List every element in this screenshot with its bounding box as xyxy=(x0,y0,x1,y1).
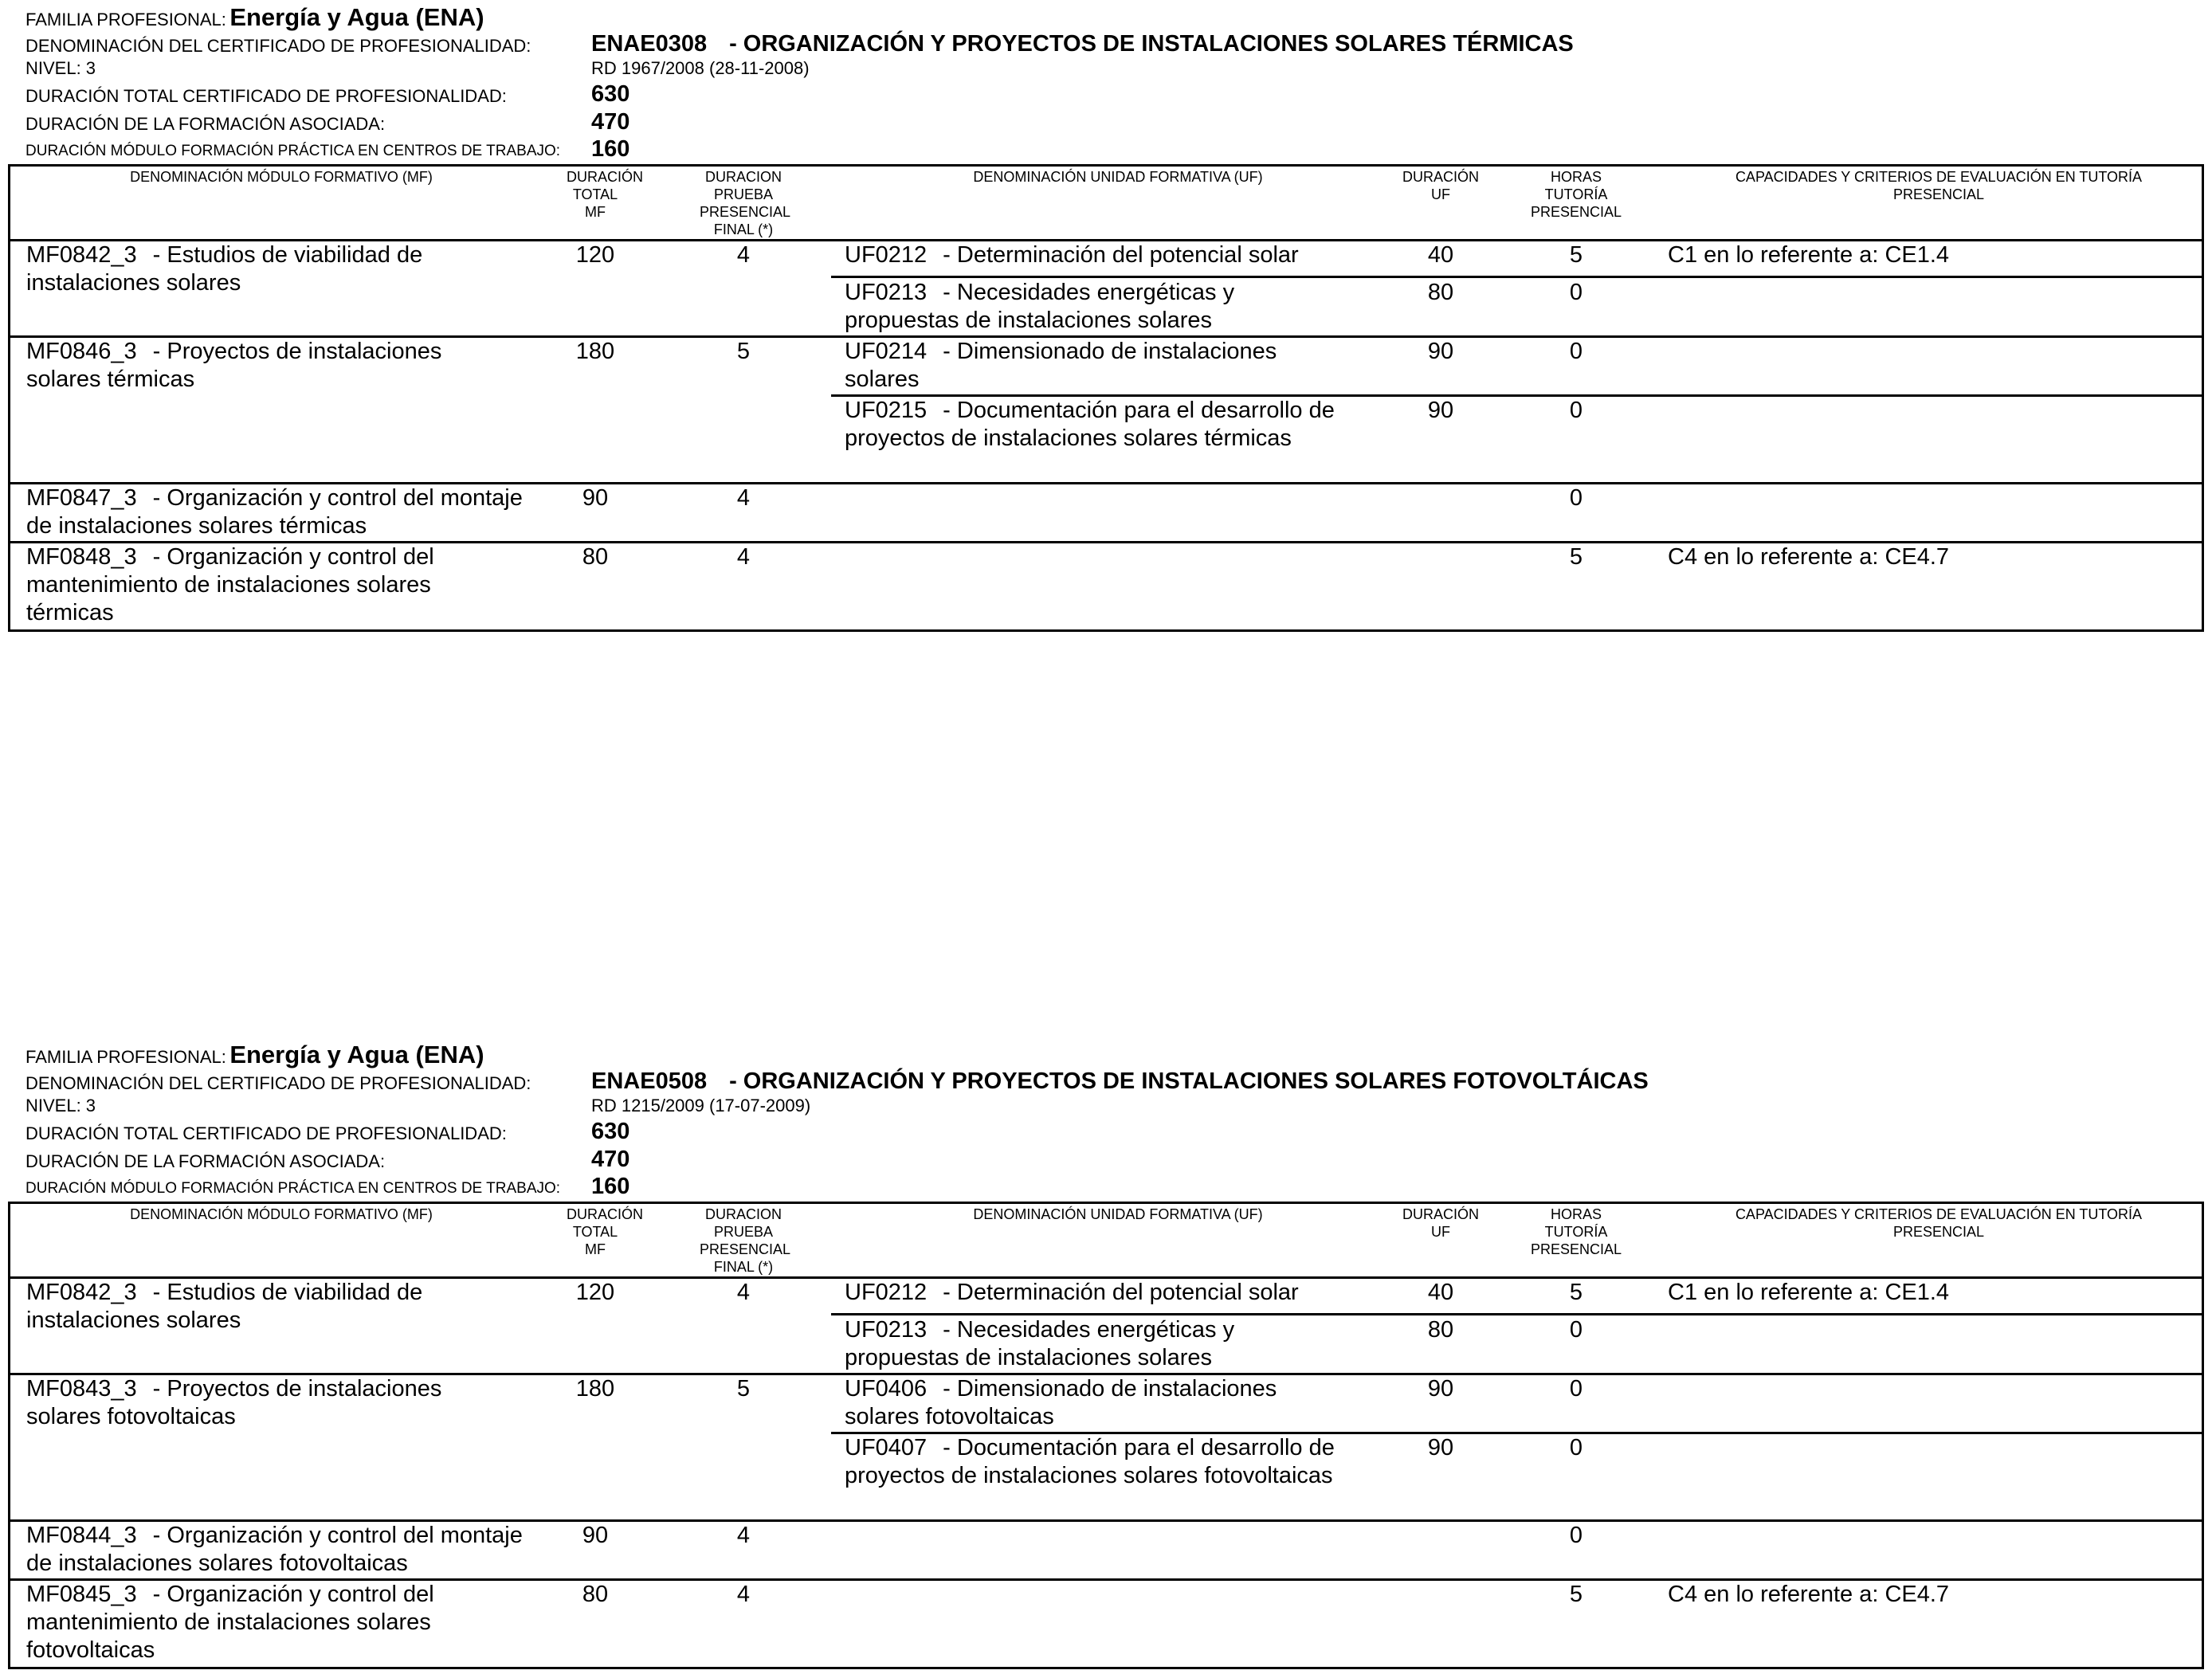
unit-name xyxy=(845,1279,1355,1307)
denominacion-label: DENOMINACIÓN DEL CERTIFICADO DE PROFESIONALIDAD: xyxy=(25,1073,531,1093)
module-total: 80 xyxy=(582,1582,609,1607)
unit-name xyxy=(845,241,1355,269)
header-horas: HORAS TUTORÍA PRESENCIAL xyxy=(1530,169,1622,220)
header-capacidades: CAPACIDADES Y CRITERIOS DE EVALUACIÓN EN TUTORÍA PRESENCIAL xyxy=(1735,169,2143,202)
module-total: 120 xyxy=(575,242,615,268)
module-total: 90 xyxy=(582,485,609,511)
duracion-practica-value: 160 xyxy=(591,1174,630,1199)
denominacion-label: DENOMINACIÓN DEL CERTIFICADO DE PROFESIONALIDAD: xyxy=(25,36,531,56)
module-title: - Organización y control del montaje de instalaciones solares térmicas xyxy=(26,485,523,539)
header-horas: HORAS TUTORÍA PRESENCIAL xyxy=(1530,1206,1622,1257)
duracion-formacion-value: 470 xyxy=(591,109,630,135)
module-prueba: 5 xyxy=(736,339,751,364)
modules-table xyxy=(8,164,2204,632)
module-title: - Proyectos de instalaciones solares fotovoltaicas xyxy=(26,1376,442,1429)
module-total: 180 xyxy=(575,339,615,364)
familia-label: FAMILIA PROFESIONAL: xyxy=(25,10,226,29)
module-title: - Proyectos de instalaciones solares térmicas xyxy=(26,339,442,392)
module-name xyxy=(26,1581,512,1664)
unit-title: - Necesidades energéticas y propuestas de instalaciones solares xyxy=(845,280,1235,333)
header-dur-uf: DURACIÓN UF xyxy=(1402,169,1479,202)
header-dur-total: DURACIÓN TOTAL MF xyxy=(567,169,644,220)
familia-value: Energía y Agua (ENA) xyxy=(229,3,484,31)
module-code: MF0847_3 xyxy=(26,485,137,511)
module-title: - Organización y control del mantenimiento de instalaciones solares térmicas xyxy=(26,544,434,625)
duracion-total-label: DURACIÓN TOTAL CERTIFICADO DE PROFESIONALIDAD: xyxy=(25,86,507,106)
unit-horas: 0 xyxy=(1569,1317,1583,1343)
unit-code: UF0215 xyxy=(845,398,928,423)
familia-line xyxy=(25,5,484,29)
module-name xyxy=(26,1279,512,1335)
unit-title: - Necesidades energéticas y propuestas de instalaciones solares xyxy=(845,1317,1235,1370)
module-prueba: 4 xyxy=(736,1523,751,1548)
module-name xyxy=(26,241,512,297)
module-prueba: 4 xyxy=(736,1280,751,1305)
unit-capacidades: C4 en lo referente a: CE4.7 xyxy=(1668,1582,1950,1607)
unit-horas: 0 xyxy=(1569,339,1583,364)
unit-horas: 0 xyxy=(1569,280,1583,305)
module-total: 120 xyxy=(575,1280,615,1305)
familia-line xyxy=(25,1042,484,1067)
unit-horas: 5 xyxy=(1569,242,1583,268)
duracion-total-value: 630 xyxy=(591,81,630,107)
unit-horas: 5 xyxy=(1569,544,1583,570)
unit-divider xyxy=(831,276,2202,278)
duracion-practica-label: DURACIÓN MÓDULO FORMACIÓN PRÁCTICA EN CENTROS DE TRABAJO: xyxy=(25,1180,561,1197)
module-name xyxy=(26,1522,552,1578)
unit-code: UF0212 xyxy=(845,242,928,268)
unit-duration: 90 xyxy=(1427,1435,1454,1460)
unit-code: UF0213 xyxy=(845,1317,928,1343)
header-dur-uf: DURACIÓN UF xyxy=(1402,1206,1479,1240)
unit-code: UF0214 xyxy=(845,339,928,364)
unit-name xyxy=(845,1316,1331,1372)
module-total: 180 xyxy=(575,1376,615,1402)
unit-duration: 90 xyxy=(1427,339,1454,364)
certificate-code: ENAE0308 xyxy=(591,31,708,57)
module-prueba: 4 xyxy=(736,242,751,268)
certificate-title xyxy=(591,33,1574,56)
module-title: - Estudios de viabilidad de instalaciones solares xyxy=(26,242,423,296)
module-prueba: 4 xyxy=(736,544,751,570)
module-code: MF0846_3 xyxy=(26,339,137,364)
module-title: - Organización y control del montaje de instalaciones solares fotovoltaicas xyxy=(26,1523,523,1576)
unit-horas: 0 xyxy=(1569,1435,1583,1460)
unit-name xyxy=(845,1375,1331,1431)
unit-name xyxy=(845,1434,1355,1490)
module-name xyxy=(26,338,512,394)
unit-title: - Documentación para el desarrollo de proyectos de instalaciones solares térmicas xyxy=(845,398,1335,451)
certificate-title xyxy=(591,1070,1649,1093)
header-dur-total: DURACIÓN TOTAL MF xyxy=(567,1206,644,1257)
familia-value: Energía y Agua (ENA) xyxy=(229,1041,484,1068)
nivel-label: NIVEL: 3 xyxy=(25,1096,96,1115)
unit-duration: 40 xyxy=(1427,1280,1454,1305)
header-dur-prueba: DURACION PRUEBA PRESENCIAL FINAL (*) xyxy=(700,1206,791,1275)
unit-code: UF0407 xyxy=(845,1435,928,1460)
unit-horas: 0 xyxy=(1569,1376,1583,1402)
certificate-block xyxy=(0,0,2212,637)
certificate-block xyxy=(0,1037,2212,1675)
unit-title: - Documentación para el desarrollo de proyectos de instalaciones solares fotovoltaicas xyxy=(845,1435,1335,1488)
module-code: MF0842_3 xyxy=(26,242,137,268)
module-name xyxy=(26,1375,512,1431)
unit-code: UF0213 xyxy=(845,280,928,305)
header-uf: DENOMINACIÓN UNIDAD FORMATIVA (UF) xyxy=(973,1206,1263,1222)
unit-horas: 0 xyxy=(1569,1523,1583,1548)
unit-title: - Dimensionado de instalaciones solares fotovoltaicas xyxy=(845,1376,1277,1429)
unit-duration: 90 xyxy=(1427,398,1454,423)
unit-capacidades: C1 en lo referente a: CE1.4 xyxy=(1668,242,1950,268)
unit-horas: 5 xyxy=(1569,1280,1583,1305)
unit-capacidades: C4 en lo referente a: CE4.7 xyxy=(1668,544,1950,570)
unit-title: - Determinación del potencial solar xyxy=(943,242,1299,268)
module-code: MF0842_3 xyxy=(26,1280,137,1305)
unit-duration: 80 xyxy=(1427,1317,1454,1343)
nivel-label: NIVEL: 3 xyxy=(25,58,96,78)
module-code: MF0845_3 xyxy=(26,1582,137,1607)
module-total: 80 xyxy=(582,544,609,570)
unit-horas: 0 xyxy=(1569,398,1583,423)
duracion-formacion-value: 470 xyxy=(591,1147,630,1172)
header-dur-prueba: DURACION PRUEBA PRESENCIAL FINAL (*) xyxy=(700,169,791,237)
modules-table xyxy=(8,1202,2204,1669)
duracion-total-label: DURACIÓN TOTAL CERTIFICADO DE PROFESIONALIDAD: xyxy=(25,1123,507,1143)
module-title: - Organización y control del mantenimiento de instalaciones solares fotovoltaicas xyxy=(26,1582,434,1663)
duracion-practica-value: 160 xyxy=(591,136,630,162)
unit-duration: 80 xyxy=(1427,280,1454,305)
module-prueba: 5 xyxy=(736,1376,751,1402)
certificate-name: - ORGANIZACIÓN Y PROYECTOS DE INSTALACIONES SOLARES TÉRMICAS xyxy=(729,31,1574,57)
unit-horas: 5 xyxy=(1569,1582,1583,1607)
unit-divider xyxy=(831,1313,2202,1315)
header-capacidades: CAPACIDADES Y CRITERIOS DE EVALUACIÓN EN TUTORÍA PRESENCIAL xyxy=(1735,1206,2143,1240)
unit-code: UF0212 xyxy=(845,1280,928,1305)
duracion-total-value: 630 xyxy=(591,1119,630,1144)
duracion-practica-label: DURACIÓN MÓDULO FORMACIÓN PRÁCTICA EN CENTROS DE TRABAJO: xyxy=(25,143,561,159)
unit-capacidades: C1 en lo referente a: CE1.4 xyxy=(1668,1280,1950,1305)
unit-duration: 90 xyxy=(1427,1376,1454,1402)
module-code: MF0848_3 xyxy=(26,544,137,570)
rd-reference: RD 1215/2009 (17-07-2009) xyxy=(591,1096,811,1115)
module-prueba: 4 xyxy=(736,1582,751,1607)
header-uf: DENOMINACIÓN UNIDAD FORMATIVA (UF) xyxy=(973,169,1263,185)
unit-name xyxy=(845,397,1355,453)
rd-reference: RD 1967/2008 (28-11-2008) xyxy=(591,58,810,78)
duracion-formacion-label: DURACIÓN DE LA FORMACIÓN ASOCIADA: xyxy=(25,1151,386,1171)
unit-horas: 0 xyxy=(1569,485,1583,511)
module-name xyxy=(26,543,512,627)
header-mf: DENOMINACIÓN MÓDULO FORMATIVO (MF) xyxy=(130,169,433,185)
module-total: 90 xyxy=(582,1523,609,1548)
certificate-name: - ORGANIZACIÓN Y PROYECTOS DE INSTALACIONES SOLARES FOTOVOLTÁICAS xyxy=(729,1068,1649,1094)
duracion-formacion-label: DURACIÓN DE LA FORMACIÓN ASOCIADA: xyxy=(25,114,386,134)
module-code: MF0844_3 xyxy=(26,1523,137,1548)
module-prueba: 4 xyxy=(736,485,751,511)
unit-title: - Dimensionado de instalaciones solares xyxy=(845,339,1277,392)
unit-duration: 40 xyxy=(1427,242,1454,268)
certificate-code: ENAE0508 xyxy=(591,1068,708,1094)
unit-code: UF0406 xyxy=(845,1376,928,1402)
unit-title: - Determinación del potencial solar xyxy=(943,1280,1299,1305)
unit-name xyxy=(845,338,1331,394)
unit-name xyxy=(845,279,1331,335)
familia-label: FAMILIA PROFESIONAL: xyxy=(25,1047,226,1067)
module-code: MF0843_3 xyxy=(26,1376,137,1402)
module-name xyxy=(26,484,536,540)
module-title: - Estudios de viabilidad de instalaciones solares xyxy=(26,1280,423,1333)
header-mf: DENOMINACIÓN MÓDULO FORMATIVO (MF) xyxy=(130,1206,433,1222)
